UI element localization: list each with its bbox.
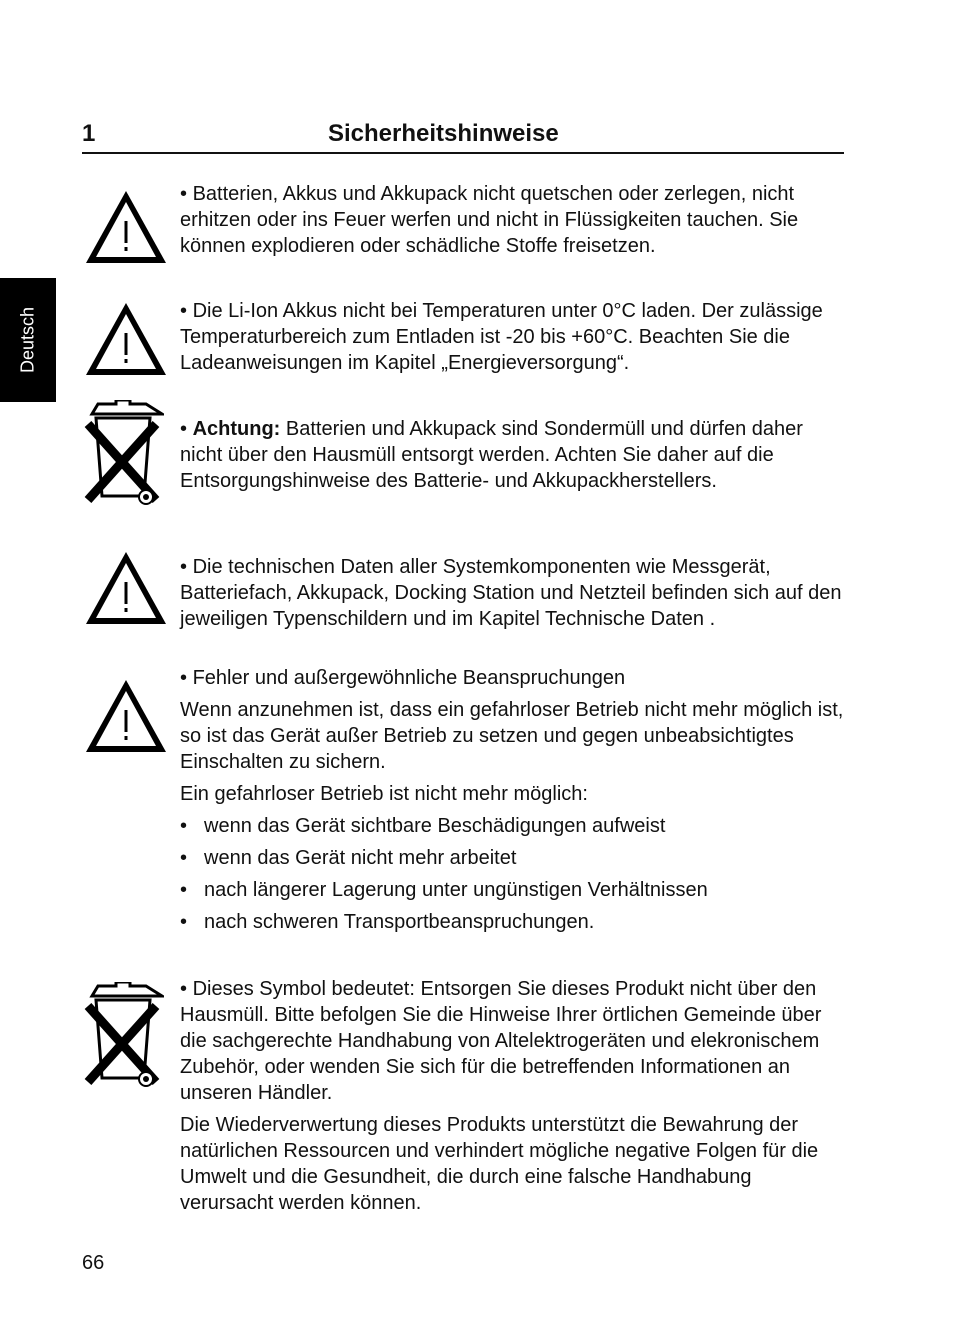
language-tab-label: Deutsch: [17, 306, 38, 374]
crossed-bin-icon: [84, 982, 164, 1090]
warning-icon: [84, 301, 168, 377]
list-item: • wenn das Gerät sichtbare Beschädigungen aufweist: [180, 815, 666, 837]
section-heading: [82, 118, 844, 154]
note-text: Die Li-Ion Akkus nicht bei Temperaturen unter 0°C laden. Der zulässige Temperaturbereich zum Entladen ist -20 bis +60°C. Beachten Sie die Ladeanweisungen im Kapitel „Energieversorgung“.: [180, 300, 823, 374]
safety-note-1: • Batterien, Akkus und Akkupack nicht quetschen oder zerlegen, nicht erhitzen oder ins Feuer werfen und nicht in Flüssigkeiten tauchen. Sie können explodieren oder schädliche Stoffe freisetzen.: [180, 183, 799, 257]
note-paragraph: Wenn anzunehmen ist, dass ein gefahrloser Betrieb nicht mehr möglich ist, so ist das Gerät außer Betrieb zu setzen und gegen unbeabsichtigtes Einschalten zu sichern.: [180, 699, 844, 773]
note-text: Die technischen Daten aller Systemkomponenten wie Messgerät, Batteriefach, Akkupack, Docking Station und Netzteil befinden sich auf den jeweiligen Typenschildern und im Kapitel Technische Daten .: [180, 556, 842, 630]
note-paragraph: Die Wiederverwertung dieses Produkts unterstützt die Bewahrung der natürlichen Ressourcen und verhindert mögliche negative Folgen für die Umwelt und die Gesundheit, die durch eine falsche Handhabung verursacht werden können.: [180, 1114, 819, 1214]
list-item: • nach schweren Transportbeanspruchungen.: [180, 911, 595, 933]
warning-icon: [84, 189, 168, 265]
note-emphasis: Achtung:: [192, 418, 281, 440]
safety-note-3: • Achtung: Batterien und Akkupack sind Sondermüll und dürfen daher nicht über den Hausmüll entsorgt werden. Achten Sie daher auf die Entsorgungshinweise des Batterie- und Akkupackherstellers.: [180, 418, 803, 492]
warning-icon: [84, 678, 168, 754]
section-number: 1: [82, 120, 96, 147]
safety-note-5: • Fehler und außergewöhnliche Beanspruchungen Wenn anzunehmen ist, dass ein gefahrloser Betrieb nicht mehr möglich ist, so ist das Gerät außer Betrieb zu setzen und gegen unbeabsichtigtes Einschalten zu sichern. Ein gefahrloser Betrieb ist nicht mehr möglich: • wenn das Gerät sichtbare Beschädigungen aufweist • wenn das Gerät nicht mehr arbeitet • nach längerer Lagerung unter ungünstigen Verhältnissen • nach schweren Transportbeanspruchungen.: [180, 667, 844, 933]
list-item: • wenn das Gerät nicht mehr arbeitet: [180, 847, 517, 869]
list-item: • nach längerer Lagerung unter ungünstigen Verhältnissen: [180, 879, 708, 901]
safety-note-2: • Die Li-Ion Akkus nicht bei Temperaturen unter 0°C laden. Der zulässige Temperaturbereich zum Entladen ist -20 bis +60°C. Beachten Sie die Ladeanweisungen im Kapitel „Energieversorgung“.: [180, 300, 823, 374]
safety-note-4: • Die technischen Daten aller Systemkomponenten wie Messgerät, Batteriefach, Akkupack, Docking Station und Netzteil befinden sich auf den jeweiligen Typenschildern und im Kapitel Technische Daten .: [180, 556, 842, 630]
section-title: Sicherheitshinweise: [328, 120, 559, 147]
note-text: Batterien und Akkupack sind Sondermüll und dürfen daher nicht über den Hausmüll entsorgt werden. Achten Sie daher auf die Entsorgungshinweise des Batterie- und Akkupackherstellers.: [180, 418, 803, 492]
note-paragraph: Ein gefahrloser Betrieb ist nicht mehr möglich:: [180, 783, 588, 805]
page-number: 66: [82, 1252, 105, 1274]
language-tab: [0, 278, 56, 402]
crossed-bin-icon: [84, 400, 164, 508]
note-text: Batterien, Akkus und Akkupack nicht quetschen oder zerlegen, nicht erhitzen oder ins Feuer werfen und nicht in Flüssigkeiten tauchen. Sie können explodieren oder schädliche Stoffe freisetzen.: [180, 183, 799, 257]
warning-icon: [84, 550, 168, 626]
note-text: Dieses Symbol bedeutet: Entsorgen Sie dieses Produkt nicht über den Hausmüll. Bitte befolgen Sie die Hinweise Ihrer örtlichen Gemeinde über die sachgerechte Handhabung von Altelektrogeräten und elekronischem Zubehör, oder wenden Sie sich für die betreffenden Informationen an unseren Händler.: [180, 978, 822, 1104]
safety-note-6: • Dieses Symbol bedeutet: Entsorgen Sie dieses Produkt nicht über den Hausmüll. Bitte befolgen Sie die Hinweise Ihrer örtlichen Gemeinde über die sachgerechte Handhabung von Altelektrogeräten und elekronischem Zubehör, oder wenden Sie sich für die betreffenden Informationen an unseren Händler. Die Wiederverwertung dieses Produkts unterstützt die Bewahrung der natürlichen Ressourcen und verhindert mögliche negative Folgen für die Umwelt und die Gesundheit, die durch eine falsche Handhabung verursacht werden können.: [180, 976, 844, 1222]
note-heading: Fehler und außergewöhnliche Beanspruchungen: [192, 667, 626, 689]
